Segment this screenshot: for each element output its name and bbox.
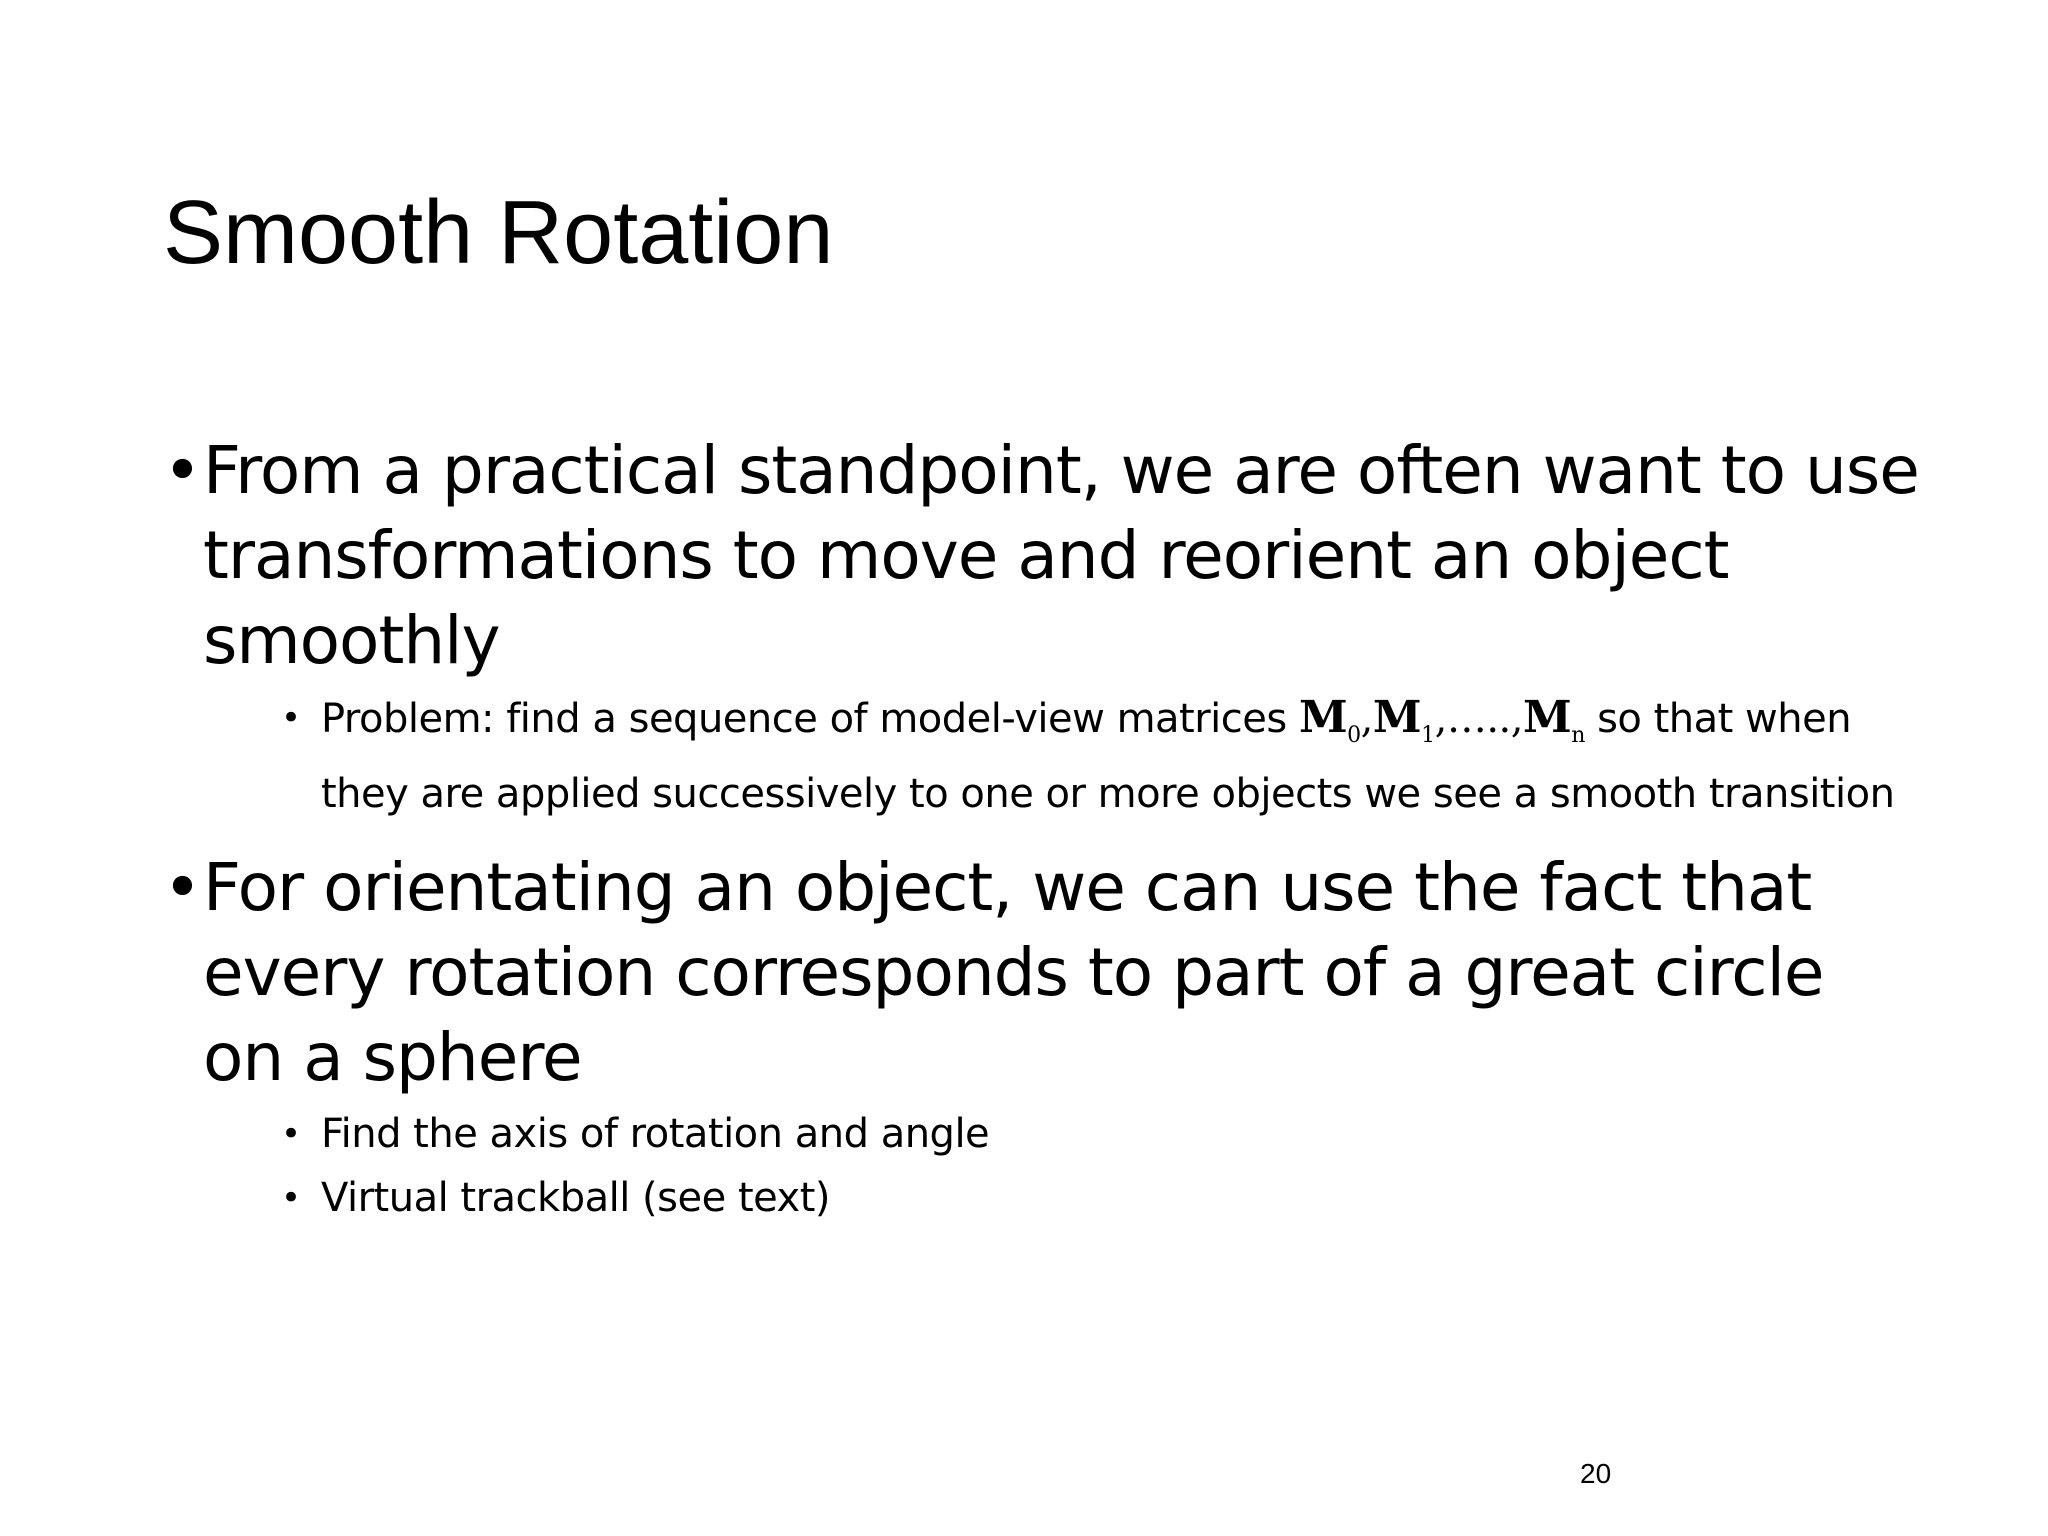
bullet-2-text: For orientating an object, we can use the fact that every rotation corresponds to part of a great circle on a sphere bbox=[203, 848, 1824, 1096]
bullet-2 bbox=[163, 845, 1923, 1100]
sub-bullet-problem-prefix: Problem: find a sequence of model-view matrices bbox=[321, 696, 1299, 742]
slide-content bbox=[163, 428, 1923, 1248]
bullet-1 bbox=[163, 428, 1923, 683]
bullet-1-sublist bbox=[163, 689, 1923, 823]
sub-bullet-problem-suffix: so that when they are applied successively to one or more objects we see a smooth transition bbox=[321, 696, 1895, 817]
sub-bullet-axis-text: Find the axis of rotation and angle bbox=[321, 1110, 990, 1157]
matrix-mn: $M_n$ bbox=[1522, 692, 1585, 748]
matrix-m0: $M_0$ bbox=[1298, 692, 1361, 748]
sub-bullet-dot-icon: • bbox=[281, 1113, 301, 1154]
sub-bullet-problem: • Problem: find a sequence of model-view matrices $M_0,M_1,\dots..,M_n$ so that when they are applied successively to one or more objects we see a smooth transition bbox=[281, 689, 1923, 823]
bullet-dot-icon: • bbox=[163, 848, 201, 926]
matrix-m1: $M_1$ bbox=[1372, 692, 1435, 748]
sub-bullet-dot-icon: • bbox=[281, 698, 301, 738]
bullet-2-sublist bbox=[163, 1106, 1923, 1226]
bullet-dot-icon: • bbox=[163, 432, 201, 509]
sub-bullet-trackball-text: Virtual trackball (see text) bbox=[321, 1174, 830, 1221]
sub-bullet-dot-icon: • bbox=[281, 1177, 301, 1218]
bullet-1-text: From a practical standpoint, we are often want to use transformations to move and reorient an object smoothly bbox=[203, 432, 1919, 679]
page-number: 20 bbox=[1580, 1458, 1612, 1489]
sub-bullet-axis bbox=[281, 1106, 1923, 1162]
sub-bullet-trackball bbox=[281, 1170, 1923, 1226]
slide-title: Smooth Rotation bbox=[163, 183, 834, 283]
